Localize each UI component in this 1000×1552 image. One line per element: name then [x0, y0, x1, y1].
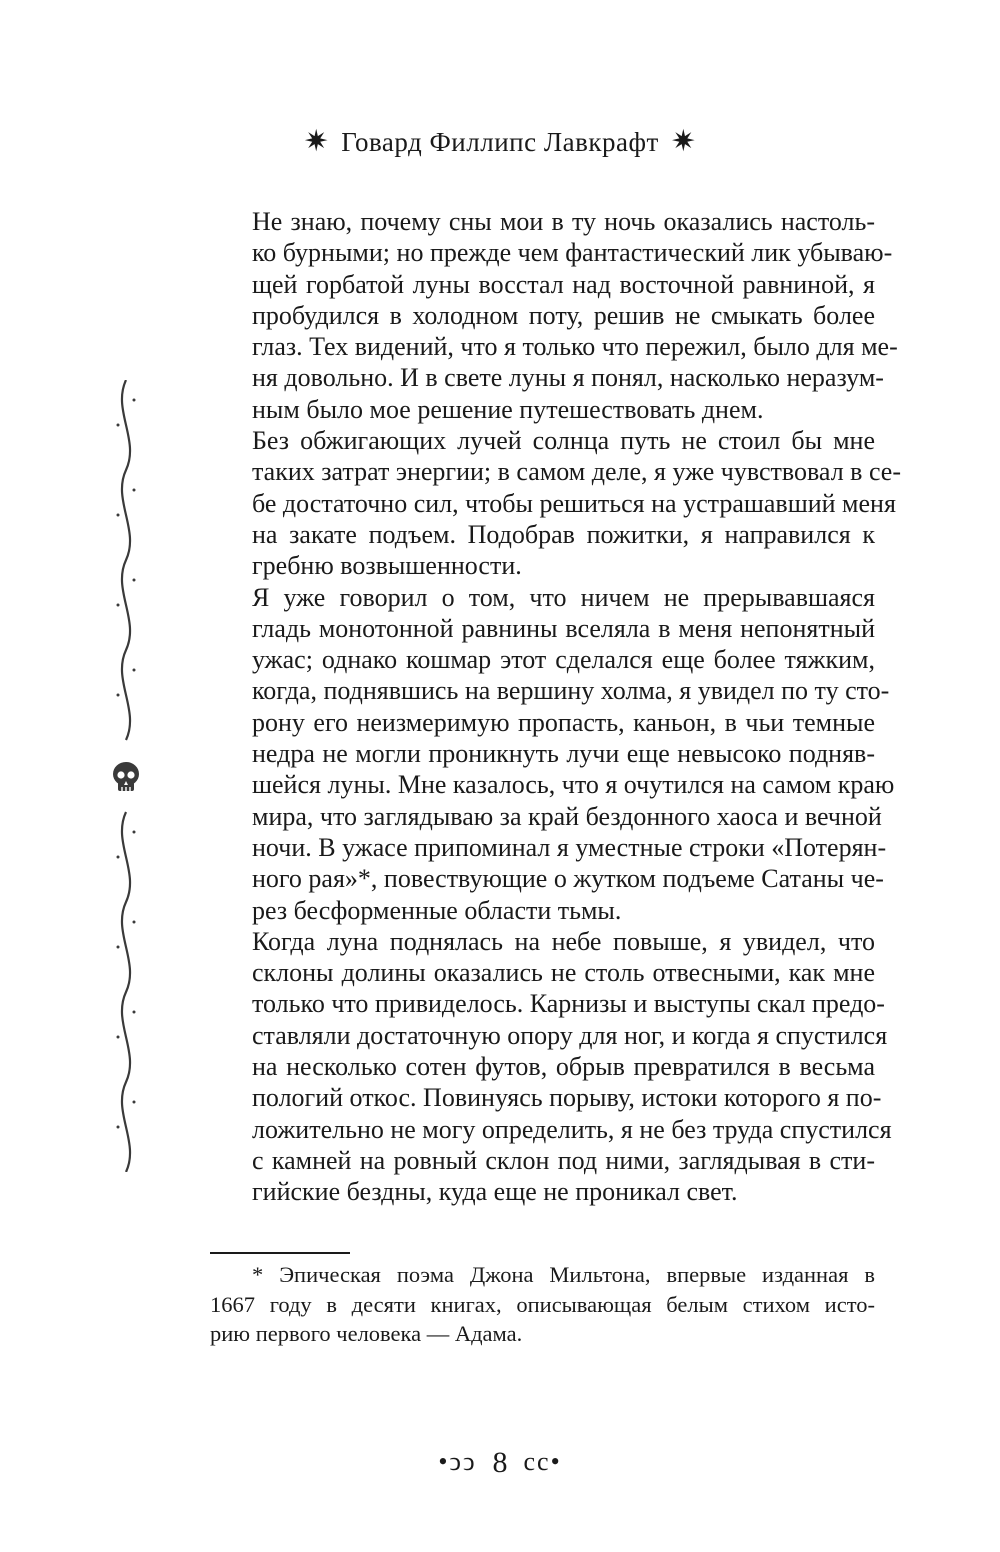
footnote-divider: [210, 1252, 350, 1254]
page-footer: [0, 1446, 1000, 1480]
text-line: мира, что заглядываю за край бездонного хаоса и вечной: [252, 801, 882, 831]
page-number: 8: [492, 1446, 508, 1479]
text-line: недра не могли проникнуть лучи еще невысоко подняв-: [252, 739, 875, 769]
paragraph: [210, 582, 895, 926]
text-line: пробудился в холодном поту, решив не смыкать более: [252, 300, 875, 330]
text-line: на несколько сотен футов, обрыв превратился в весьма: [252, 1052, 875, 1082]
text-line: ного рая»*, повествующие о жутком подъеме Сатаны че-: [252, 864, 884, 894]
paragraph: [210, 206, 898, 425]
text-line: ко бурными; но прежде чем фантастический лик убываю-: [252, 238, 893, 268]
text-line: ня довольно. И в свете луны я понял, насколько неразум-: [252, 363, 884, 393]
moon-ornament-right-icon: cc•: [523, 1447, 562, 1476]
text-line: гребню возвышенности.: [252, 551, 522, 581]
text-line: рез бесформенные области тьмы.: [252, 895, 622, 925]
skull-icon: [113, 762, 139, 791]
paragraph: [210, 425, 901, 581]
footnote-line: рию первого человека — Адама.: [210, 1321, 523, 1346]
footnote-line: * Эпическая поэма Джона Мильтона, впервые изданная в: [252, 1262, 875, 1287]
text-line: Не знаю, почему сны мои в ту ночь оказались настоль-: [252, 207, 875, 236]
text-line: Без обжигающих лучей солнца путь не стоил бы мне: [252, 426, 875, 456]
footnote-line: 1667 году в десяти книгах, описывающая белым стихом исто-: [210, 1291, 875, 1317]
main-text: [210, 206, 901, 1208]
text-line: щей горбатой луны восстал над восточной равниной, я: [252, 269, 875, 299]
running-header: [0, 124, 1000, 159]
moon-ornament-left-icon: •ↄↄ: [438, 1447, 477, 1476]
text-line: склоны долины оказались не столь отвесными, как мне: [252, 958, 875, 988]
text-line: пологий откос. Повинуясь порыву, истоки которого я по-: [252, 1083, 882, 1113]
text-line: ставляли достаточную опору для ног, и когда я спустился: [252, 1020, 888, 1050]
text-line: когда, поднявшись на вершину холма, я увидел по ту сто-: [252, 676, 890, 706]
text-line: Когда луна поднялась на небе повыше, я увидел, что: [252, 926, 875, 956]
text-line: шейся луны. Мне казалось, что я очутился на самом краю: [252, 770, 895, 800]
text-line: ночи. В ужасе припоминал я уместные строки «Потерян-: [252, 832, 887, 862]
text-line: бе достаточно сил, чтобы решиться на устрашавший меня: [252, 488, 896, 518]
side-vine-ornament: [104, 380, 148, 1172]
text-line: ужас; однако кошмар этот сделался еще более тяжким,: [252, 645, 875, 675]
text-line: на закате подъем. Подобрав пожитки, я направился к: [252, 519, 875, 549]
text-line: Я уже говорил о том, что ничем не прерывавшаяся: [252, 582, 875, 612]
text-line: глаз. Тех видений, что я только что пережил, было для ме-: [252, 332, 898, 362]
star-ornament-left-icon: ✷: [303, 125, 330, 158]
author-name: Говард Филлипс Лавкрафт: [341, 127, 659, 157]
text-line: таких затрат энергии; в самом деле, я уже чувствовал в се-: [252, 457, 901, 487]
text-line: ложительно не могу определить, я не без труда спустился: [252, 1114, 892, 1144]
star-ornament-right-icon: ✷: [670, 125, 697, 158]
vine-lower: [122, 812, 130, 1172]
paragraph: [210, 926, 892, 1208]
text-line: ным было мое решение путешествовать днем.: [252, 394, 764, 424]
text-line: с камней на ровный склон под ними, заглядывая в сти-: [252, 1145, 875, 1175]
text-line: гийские бездны, куда еще не проникал свет.: [252, 1177, 738, 1207]
text-line: гладь монотонной равнины вселяла в меня непонятный: [252, 613, 875, 643]
vine-upper: [122, 380, 130, 740]
footnote: [210, 1260, 875, 1349]
text-line: только что привиделось. Карнизы и выступы скал предо-: [252, 989, 885, 1019]
text-line: рону его неизмеримую пропасть, каньон, в чьи темные: [252, 707, 875, 737]
